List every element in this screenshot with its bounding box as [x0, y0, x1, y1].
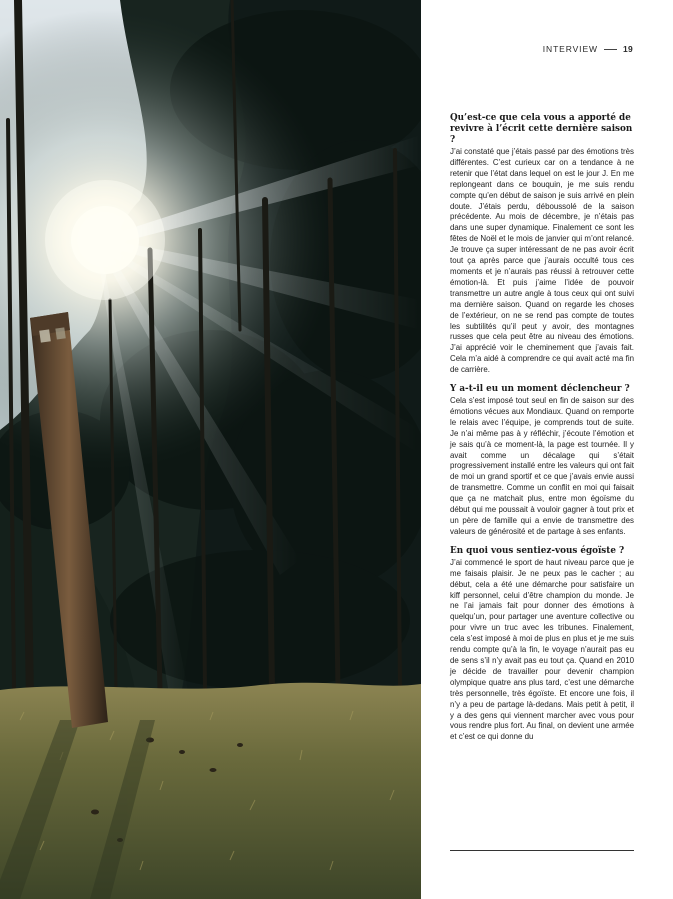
answer-paragraph: J’ai commencé le sport de haut niveau parce que je me faisais plaisir. Je ne peux pas le cacher ; au début, cela a été une démarche pour satisfaire un kiff personnel, celui d’être champion du monde. Je ne l’ai jamais fait pour donner des émotions à quelqu’un, pour partager une aventure collective ou pour vivre un truc avec les tribunes. Finalement, cela s’est imposé à moi de plus en plus et je me suis rendu compte qu’à la fin, le voyage n’aurait pas eu de sens s’il n’y avait pas eu tout ça. Quand en 2010 je décide de travailler pour devenir champion olympique quatre ans plus tard, c’est une démarche très personnelle, très égoïste. Et encore une fois, il n’y a peu de partage là-dedans. Mais petit à petit, il y a des gens qui viennent marcher avec vous pour vous rendre plus fort. Au final, on devient une armée et c’est ce qui donne du — [450, 557, 634, 742]
question-heading: Y a-t-il eu un moment déclencheur ? — [450, 384, 630, 395]
answer-paragraph: Cela s’est imposé tout seul en fin de saison sur des émotions vécues aux Mondiaux. Quand on remporte le relais avec l’équipe, je comprends tout de suite. Je n’ai même pas à y réfléchir, j’écoute l’émotion et je sais qu’à ce moment-là, la page est tournée. Il y avait comme un décalage qui s’était progressivement installé entre les valeurs qui ont fait de moi un grand sportif et ce que j’avais envie aussi de transmettre. Comme un conflit en moi qui faisait que ça ne matchait plus, entre mon égoïsme du début qui me poussait à vouloir gagner à tout prix et un père de famille qui a envie de transmettre des valeurs de générosité et de partage à ses enfants. — [450, 396, 634, 536]
footer-rule — [450, 850, 634, 851]
section-label: INTERVIEW — [542, 44, 598, 54]
page-number: 19 — [622, 44, 633, 54]
running-header — [543, 44, 633, 54]
question-heading: En quoi vous sentiez-vous égoïste ? — [450, 545, 625, 556]
answer-paragraph: J’ai constaté que j’étais passé par des émotions très différentes. C’est curieux car on a tendance à ne retenir que l’état dans lequel on est le jour J. En me replongeant dans ce bouquin, je me suis rendu compte qu’en début de saison je suis arrivé en plein doute. J’étais perdu, déboussolé de la saison précédente. Au mois de décembre, je n’étais pas dans une super dynamique. Finalement ce sont les fêtes de Noël et le mois de janvier qui m’ont relancé. Je trouve ça super intéressant de ne pas avoir écrit tout ça après parce que j’aurais occulté tous ces moments et je n’aurais pas réussi à retrouver cette émotion-là. Et puis j’aime l’idée de pouvoir transmettre un autre angle à tous ceux qui ont suivi ma dernière saison. Quand on regarde les choses de l’extérieur, on ne se rend pas compte de toutes les subtilités qu’il peut y avoir, des montagnes russes que cela peut être au niveau des émotions. J’ai apprécié voir le cheminement que j’avais fait. Cela m’a aidé à comprendre ce qui avait acté ma fin de carrière. — [450, 147, 634, 375]
header-rule — [604, 49, 617, 50]
article-column — [450, 113, 634, 751]
question-heading: Qu’est-ce que cela vous a apporté de revivre à l’écrit cette dernière saison ? — [450, 113, 633, 145]
